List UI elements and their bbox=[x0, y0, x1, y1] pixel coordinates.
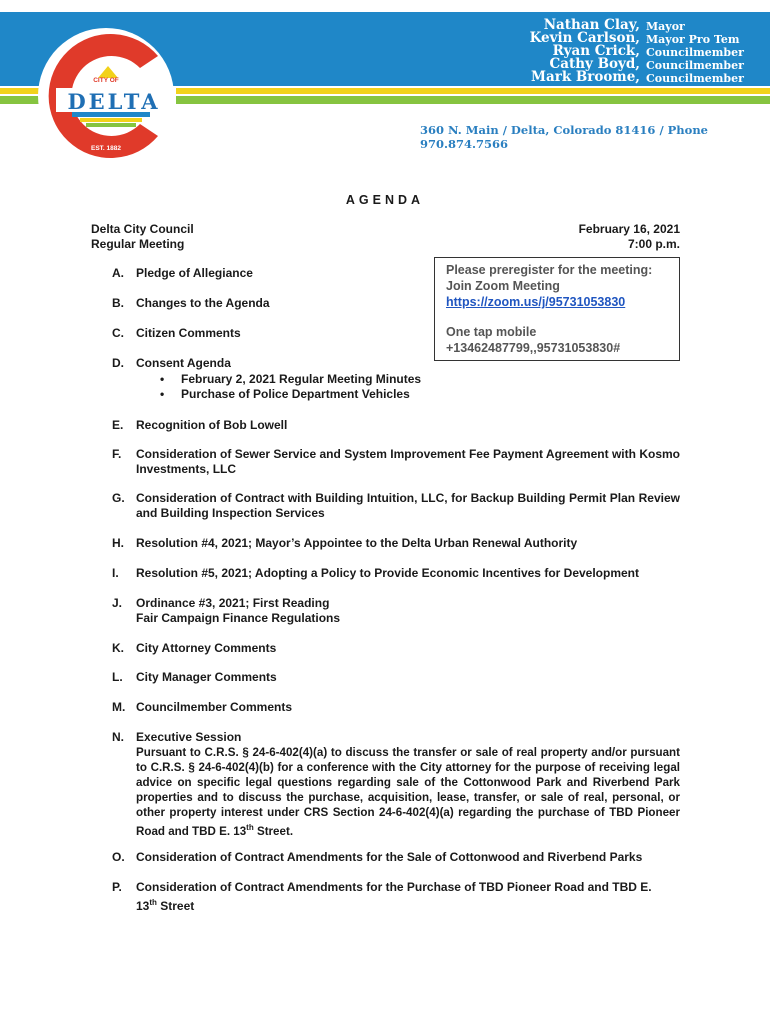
meeting-time: 7:00 p.m. bbox=[627, 237, 680, 251]
item-text: Resolution #4, 2021; Mayor’s Appointee to the Delta Urban Renewal Authority bbox=[136, 536, 578, 550]
zoom-link[interactable]: https://zoom.us/j/95731053830 bbox=[446, 295, 626, 309]
item-letter: P. bbox=[112, 880, 122, 894]
item-text: Executive Session bbox=[136, 730, 242, 744]
zoom-one-tap: One tap mobile bbox=[446, 325, 537, 339]
item-letter: G. bbox=[112, 491, 125, 505]
item-text: Pursuant to C.R.S. § 24-6-402(4)(a) to discuss the transfer or sale of real property and/or pursuant to C.R.S. § 24-6-402(4)(b) for a conference with the City attorney for the purpose of receiving legal advice on specific legal questions regarding sale of the Cottonwood Park and Riverbend Park properties and to discuss the purchase, acquisition, lease, transfer, or sale of real, personal, or other property interest under CRS Section 24-6-402(4)(a) regarding the purchase of TBD Pioneer Road and TBD E. 13th Street. bbox=[136, 746, 680, 838]
item-text: Pledge of Allegiance bbox=[136, 266, 253, 280]
item-text: 13th Street bbox=[136, 898, 195, 913]
item-letter: N. bbox=[112, 730, 124, 744]
council-name: Mark Broome, bbox=[531, 69, 640, 85]
meeting-date: February 16, 2021 bbox=[578, 222, 680, 236]
item-letter: L. bbox=[112, 670, 123, 684]
item-text: Ordinance #3, 2021; First Reading bbox=[136, 596, 330, 610]
logo-city-of: CITY OF bbox=[93, 77, 119, 84]
item-letter: B. bbox=[112, 296, 124, 310]
item-letter: E. bbox=[112, 418, 124, 432]
bullet-icon: • bbox=[160, 387, 165, 401]
council-title: Mayor bbox=[646, 20, 685, 33]
council-title: Councilmember bbox=[646, 59, 744, 72]
item-text: Consideration of Contract Amendments for the Sale of Cottonwood and Riverbend Parks bbox=[136, 850, 643, 864]
item-letter: O. bbox=[112, 850, 125, 864]
item-text: Fair Campaign Finance Regulations bbox=[136, 611, 341, 625]
council-name: Cathy Boyd, bbox=[549, 56, 640, 72]
council-title: Councilmember bbox=[646, 72, 744, 85]
item-letter: A. bbox=[112, 266, 124, 280]
council-title: Mayor Pro Tem bbox=[646, 33, 740, 46]
bullet-icon: • bbox=[160, 372, 165, 386]
meeting-type: Regular Meeting bbox=[91, 237, 185, 251]
logo-est: EST. 1882 bbox=[91, 145, 121, 152]
item-letter: K. bbox=[112, 641, 124, 655]
zoom-preregister: Please preregister for the meeting: bbox=[446, 263, 653, 277]
zoom-join: Join Zoom Meeting bbox=[446, 279, 560, 293]
item-text: Recognition of Bob Lowell bbox=[136, 418, 288, 432]
item-text: Consideration of Contract with Building Intuition, LLC, for Backup Building Permit Plan Review and Building Inspection Services bbox=[136, 491, 680, 520]
consent-bullet-text: Purchase of Police Department Vehicles bbox=[181, 387, 410, 401]
agenda-title: AGENDA bbox=[345, 193, 425, 207]
item-text: Consent Agenda bbox=[136, 356, 231, 370]
council-name: Nathan Clay, bbox=[543, 17, 640, 33]
item-text: Consideration of Sewer Service and System Improvement Fee Payment Agreement with Kosmo Investments, LLC bbox=[136, 447, 680, 476]
council-label: Delta City Council bbox=[91, 222, 194, 236]
zoom-phone: +13462487799,,95731053830# bbox=[446, 341, 621, 355]
item-text: Citizen Comments bbox=[136, 326, 241, 340]
item-text: Changes to the Agenda bbox=[136, 296, 270, 310]
item-letter: I. bbox=[112, 566, 119, 580]
item-letter: M. bbox=[112, 700, 126, 714]
item-letter: H. bbox=[112, 536, 124, 550]
item-text: Consideration of Contract Amendments for the Purchase of TBD Pioneer Road and TBD E. bbox=[136, 880, 652, 894]
consent-bullet-text: February 2, 2021 Regular Meeting Minutes bbox=[181, 372, 422, 386]
city-of-delta-logo bbox=[36, 26, 176, 166]
council-name: Kevin Carlson, bbox=[529, 30, 640, 46]
city-address: 360 N. Main / Delta, Colorado 81416 / Phone 970.874.7566 bbox=[420, 123, 708, 151]
item-text: Resolution #5, 2021; Adopting a Policy to Provide Economic Incentives for Development bbox=[136, 566, 639, 580]
item-text: City Attorney Comments bbox=[136, 641, 277, 655]
item-text: City Manager Comments bbox=[136, 670, 277, 684]
item-letter: C. bbox=[112, 326, 124, 340]
council-title: Councilmember bbox=[646, 46, 744, 59]
logo-delta: DELTA bbox=[67, 89, 161, 114]
item-letter: J. bbox=[112, 596, 123, 610]
item-letter: F. bbox=[112, 447, 122, 461]
item-text: Councilmember Comments bbox=[136, 700, 293, 714]
council-name: Ryan Crick, bbox=[552, 43, 640, 59]
item-letter: D. bbox=[112, 356, 124, 370]
